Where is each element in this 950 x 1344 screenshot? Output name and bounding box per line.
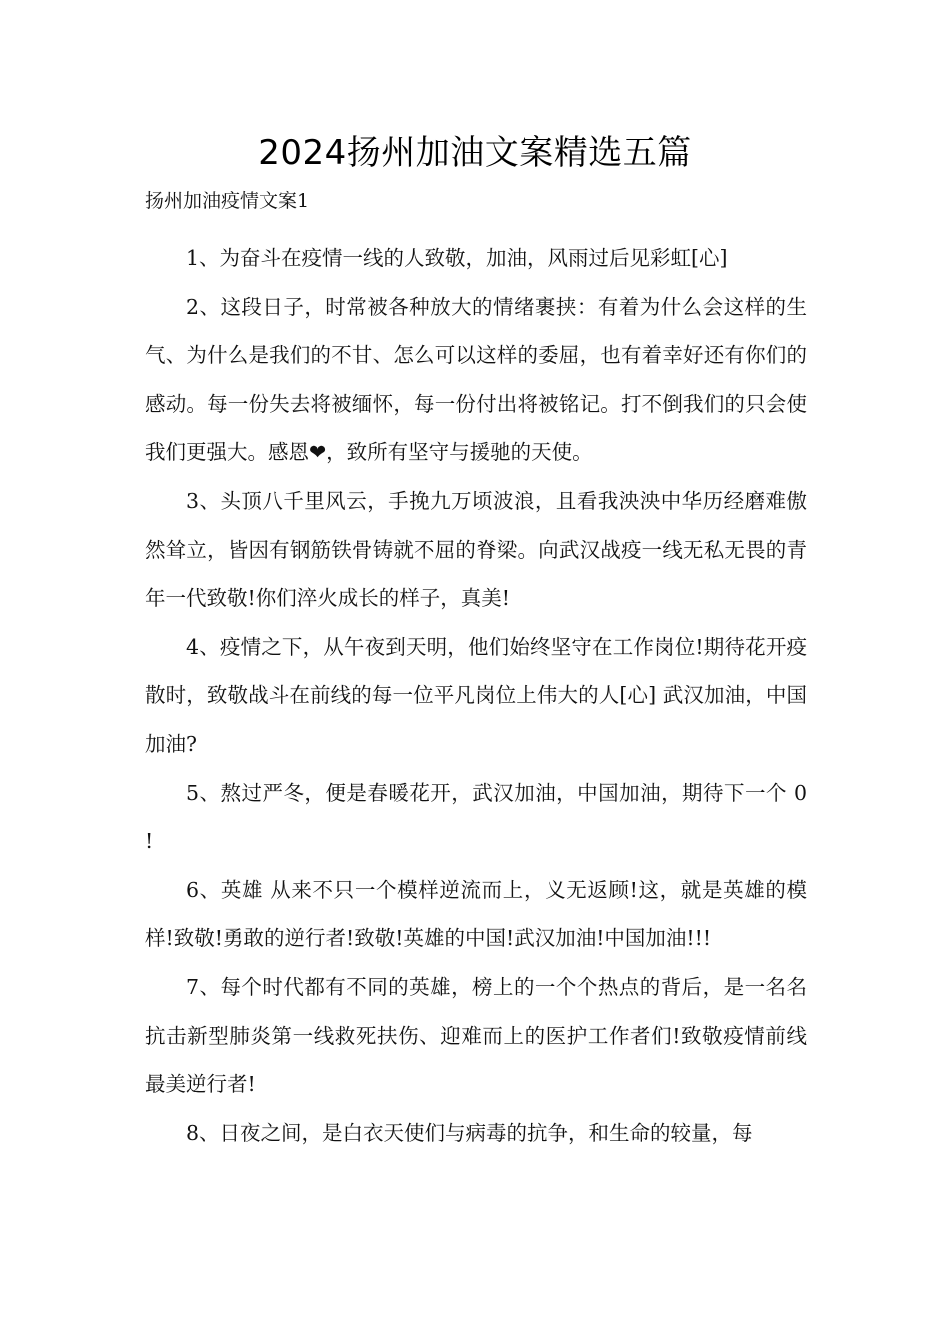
paragraph-7: 7、每个时代都有不同的英雄，榜上的一个个热点的背后，是一名名抗击新型肺炎第一线救死扶伤、迎难而上的医护工作者们!致敬疫情前线最美逆行者! — [145, 974, 807, 1097]
paragraph-2: 2、这段日子，时常被各种放大的情绪裹挟：有着为什么会这样的生气、为什么是我们的不甘、怎么可以这样的委屈，也有着幸好还有你们的感动。每一份失去将被缅怀，每一份付出将被铭记。打不倒我们的只会使我们更强大。感恩❤，致所有坚守与援驰的天使。 — [145, 294, 807, 465]
paragraph-5: 5、熬过严冬，便是春暖花开，武汉加油，中国加油，期待下一个 0 ! — [145, 780, 807, 854]
section-heading: 扬州加油疫情文案1 — [145, 190, 310, 212]
document-body — [145, 234, 807, 1157]
paragraph-6: 6、英雄 从来不只一个模样逆流而上，义无返顾!这，就是英雄的模样!致敬!勇敢的逆行者!致敬!英雄的中国!武汉加油!中国加油!!! — [145, 877, 807, 951]
paragraph-3: 3、头顶八千里风云，手挽九万顷波浪，且看我泱泱中华历经磨难傲然耸立，皆因有钢筋铁骨铸就不屈的脊梁。向武汉战疫一线无私无畏的青年一代致敬!你们淬火成长的样子，真美! — [145, 488, 807, 611]
paragraph-8: 8、日夜之间，是白衣天使们与病毒的抗争，和生命的较量，每 — [186, 1120, 753, 1145]
paragraph-1: 1、为奋斗在疫情一线的人致敬，加油，风雨过后见彩虹[心] — [186, 246, 728, 270]
paragraph-4: 4、疫情之下，从午夜到天明，他们始终坚守在工作岗位!期待花开疫散时，致敬战斗在前线的每一位平凡岗位上伟大的人[心] 武汉加油，中国加油? — [145, 634, 807, 756]
document-title: 2024扬州加油文案精选五篇 — [258, 133, 692, 173]
